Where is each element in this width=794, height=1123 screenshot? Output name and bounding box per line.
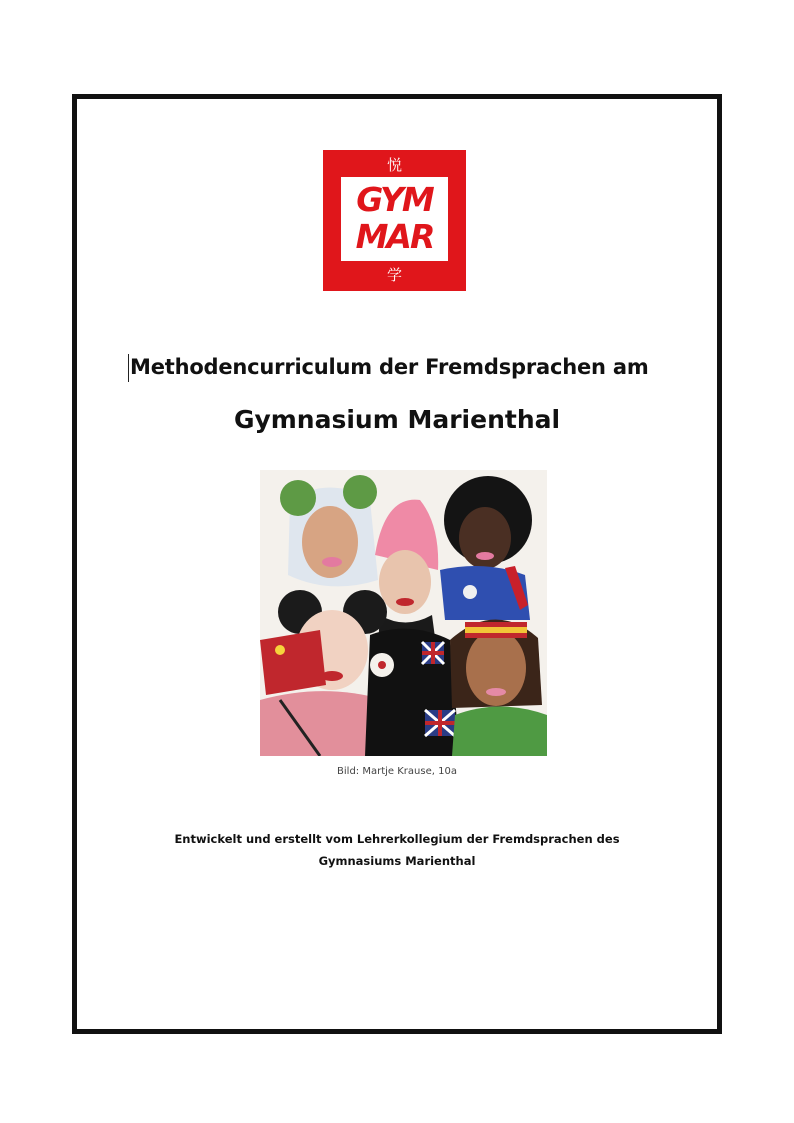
document-title-line-1: Methodencurriculum der Fremdsprachen am [130, 355, 649, 379]
logo-bottom-glyph: 学 [386, 266, 402, 284]
school-logo [323, 150, 466, 291]
credit-text [72, 828, 722, 872]
credit-line-2: Gymnasiums Marienthal [318, 854, 476, 868]
artwork-caption: Bild: Martje Krause, 10a [337, 766, 457, 777]
logo-inner-panel [341, 177, 448, 261]
logo-word-2: MAR [355, 217, 434, 256]
credit-line-1: Entwickelt und erstellt vom Lehrerkollegium der Fremdsprachen des [174, 832, 620, 846]
document-title-line-2: Gymnasium Marienthal [233, 405, 561, 434]
text-cursor [128, 354, 129, 382]
logo-top-glyph: 悦 [386, 156, 402, 174]
logo-word-1: GYM [356, 180, 433, 219]
student-artwork [260, 470, 547, 756]
